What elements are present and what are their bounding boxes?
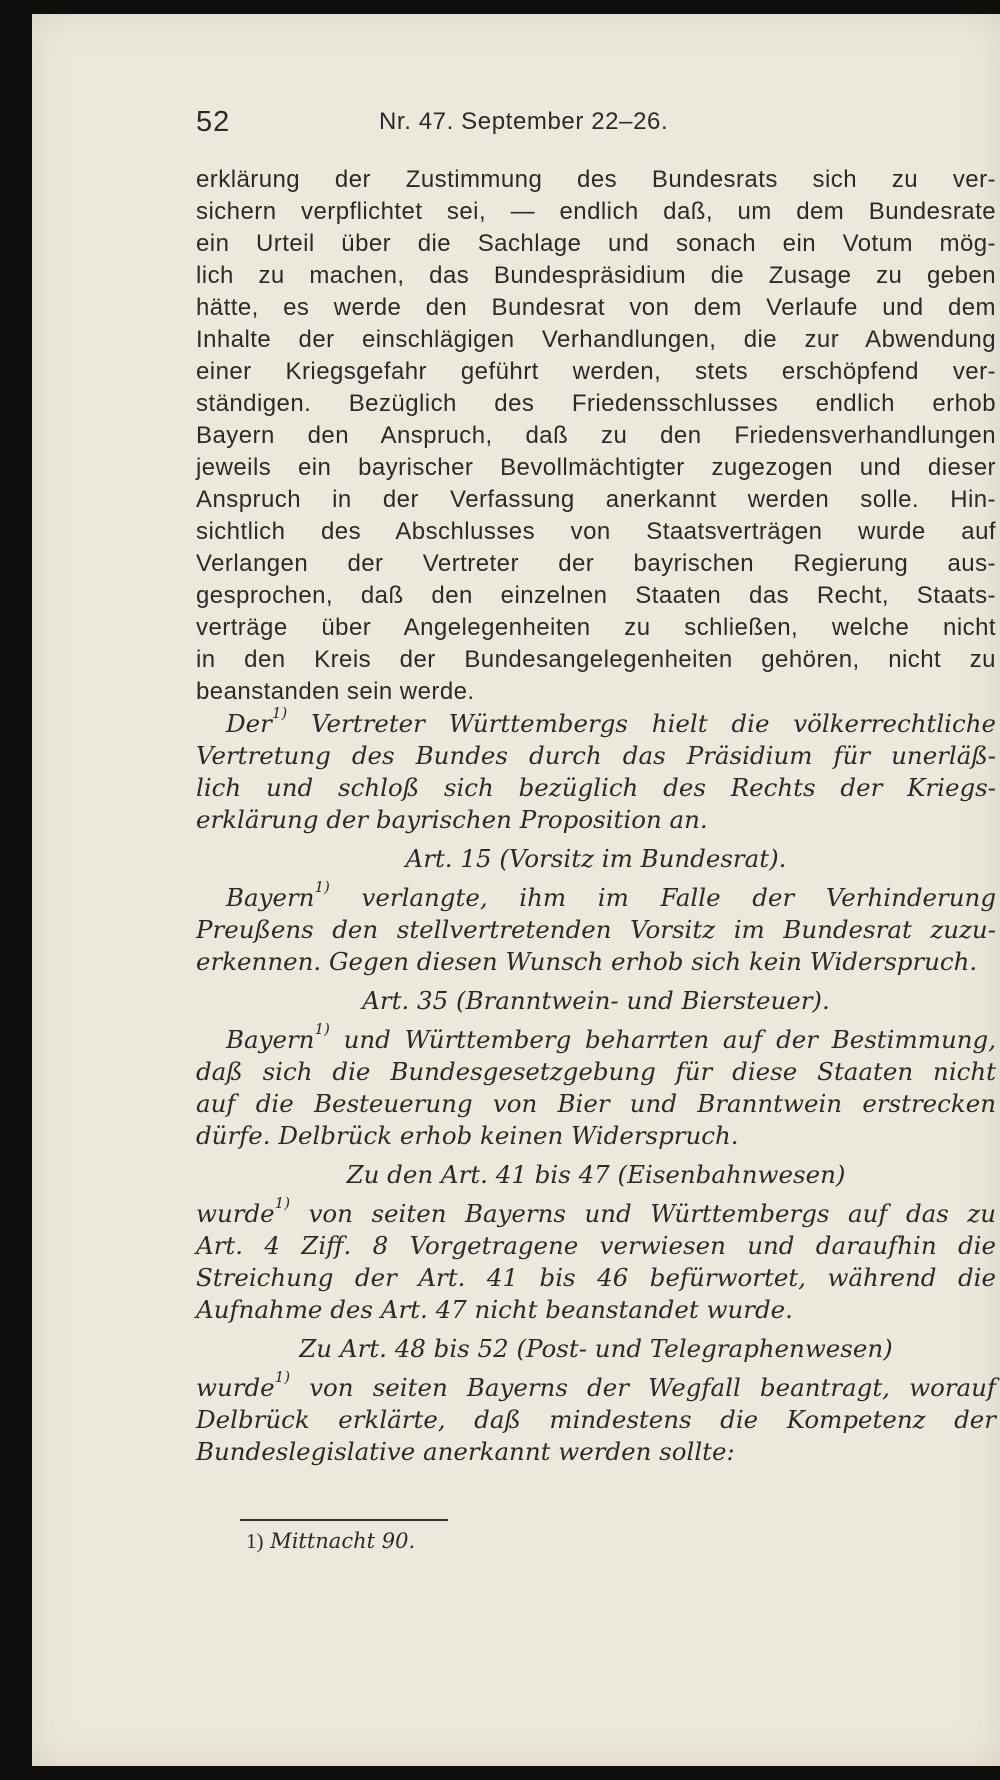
inline-text: von seiten Bayerns der Wegfall beantragt, worauf bbox=[290, 1373, 996, 1402]
footnote-divider bbox=[240, 1519, 448, 1521]
text-line: hätte, es werde den Bundesrat von dem Verlaufe und dem bbox=[196, 294, 996, 321]
text-line: Anspruch in der Verfassung anerkannt werden solle. Hin- bbox=[196, 486, 996, 513]
text-line: Bundeslegislative anerkannt werden sollte: bbox=[196, 1437, 735, 1466]
text-line: verträge über Angelegenheiten zu schließen, welche nicht bbox=[196, 614, 996, 641]
text-line: erklärung der bayrischen Proposition an. bbox=[196, 805, 708, 834]
inline-text: und Württemberg beharrten auf der Bestimmung, bbox=[329, 1025, 996, 1054]
page-number: 52 bbox=[196, 106, 231, 138]
text-line: Aufnahme des Art. 47 nicht beanstandet wurde. bbox=[196, 1295, 793, 1324]
text-line: in den Kreis der Bundesangelegenheiten gehören, nicht zu bbox=[196, 646, 996, 673]
footnote-reference: 1) bbox=[314, 878, 330, 896]
footnote-reference: 1) bbox=[271, 704, 288, 722]
text-line: Vertretung des Bundes durch das Präsidium für unerläß- bbox=[196, 741, 996, 770]
text-line: Streichung der Art. 41 bis 46 befürwortet, während die bbox=[196, 1263, 996, 1292]
footnote-reference: 1) bbox=[274, 1194, 291, 1212]
text-line: auf die Besteuerung von Bier und Branntwein erstrecken bbox=[196, 1089, 996, 1118]
text-line: Preußens den stellvertretenden Vorsitz im Bundesrat zuzu- bbox=[196, 915, 996, 944]
paragraph-art35 bbox=[196, 1020, 996, 1152]
inline-text: wurde bbox=[196, 1373, 275, 1402]
inline-text: Der bbox=[226, 709, 272, 738]
text-line: lich zu machen, das Bundespräsidium die Zusage zu geben bbox=[196, 262, 996, 289]
footnote-reference: 1) bbox=[274, 1368, 291, 1386]
book-page bbox=[32, 14, 1000, 1766]
text-line: erkennen. Gegen diesen Wunsch erhob sich kein Widerspruch. bbox=[196, 947, 978, 976]
page-body bbox=[196, 164, 996, 1468]
inline-text: Bayern bbox=[226, 1025, 315, 1054]
paragraph-art48 bbox=[196, 1368, 996, 1468]
inline-text: Bayern bbox=[226, 883, 315, 912]
text-line bbox=[196, 1368, 996, 1404]
inline-text: Vertreter Württembergs hielt die völkerrechtliche bbox=[287, 709, 996, 738]
text-line bbox=[196, 1020, 996, 1056]
footnote-marker: 1) bbox=[246, 1529, 264, 1553]
text-line bbox=[196, 704, 996, 740]
text-line: Inhalte der einschlägigen Verhandlungen, die zur Abwendung bbox=[196, 326, 996, 353]
text-line: jeweils ein bayrischer Bevollmächtigter zugezogen und dieser bbox=[196, 454, 996, 481]
paragraph-wuerttemberg bbox=[196, 704, 996, 836]
inline-text: wurde bbox=[196, 1199, 275, 1228]
text-line: sichern verpflichtet sei, — endlich daß, um dem Bundesrate bbox=[196, 198, 996, 225]
text-line: daß sich die Bundesgesetzgebung für diese Staaten nicht bbox=[196, 1057, 996, 1086]
text-line: gesprochen, daß den einzelnen Staaten das Recht, Staats- bbox=[196, 582, 996, 609]
text-line: ständigen. Bezüglich des Friedensschlusses endlich erhob bbox=[196, 390, 996, 417]
text-line: Bayern den Anspruch, daß zu den Friedensverhandlungen bbox=[196, 422, 996, 449]
paragraph-bavaria-demands bbox=[196, 164, 996, 708]
inline-text: von seiten Bayerns und Württembergs auf das zu bbox=[290, 1199, 996, 1228]
text-line: Art. 4 Ziff. 8 Vorgetragene verwiesen und daraufhin die bbox=[196, 1231, 996, 1260]
inline-text: verlangte, ihm im Falle der Verhinderung bbox=[329, 883, 996, 912]
text-line: dürfe. Delbrück erhob keinen Widerspruch. bbox=[196, 1121, 739, 1150]
footnote-text: Mittnacht 90. bbox=[270, 1529, 416, 1553]
text-line: beanstanden sein werde. bbox=[196, 678, 475, 705]
text-line: lich und schloß sich bezüglich des Rechts der Kriegs- bbox=[196, 773, 996, 802]
text-line: erklärung der Zustimmung des Bundesrats sich zu ver- bbox=[196, 166, 996, 193]
page-header bbox=[196, 106, 1000, 156]
section-heading-art48: Zu Art. 48 bis 52 (Post- und Telegraphenwesen) bbox=[299, 1334, 893, 1363]
paragraph-art41 bbox=[196, 1194, 996, 1326]
text-line: einer Kriegsgefahr geführt werden, stets erschöpfend ver- bbox=[196, 358, 996, 385]
section-heading-art41: Zu den Art. 41 bis 47 (Eisenbahnwesen) bbox=[346, 1160, 846, 1189]
text-line: Verlangen der Vertreter der bayrischen Regierung aus- bbox=[196, 550, 996, 577]
text-line bbox=[196, 1194, 996, 1230]
paragraph-art15 bbox=[196, 878, 996, 978]
footnote-reference: 1) bbox=[314, 1020, 330, 1038]
text-line: Delbrück erklärte, daß mindestens die Kompetenz der bbox=[196, 1405, 996, 1434]
text-line bbox=[196, 878, 996, 914]
section-heading-art35: Art. 35 (Branntwein- und Biersteuer). bbox=[362, 986, 830, 1015]
section-heading-art15: Art. 15 (Vorsitz im Bundesrat). bbox=[405, 844, 787, 873]
text-line: ein Urteil über die Sachlage und sonach ein Votum mög- bbox=[196, 230, 996, 257]
footnote bbox=[246, 1529, 415, 1554]
running-title: Nr. 47. September 22–26. bbox=[379, 108, 669, 135]
text-line: sichtlich des Abschlusses von Staatsverträgen wurde auf bbox=[196, 518, 996, 545]
